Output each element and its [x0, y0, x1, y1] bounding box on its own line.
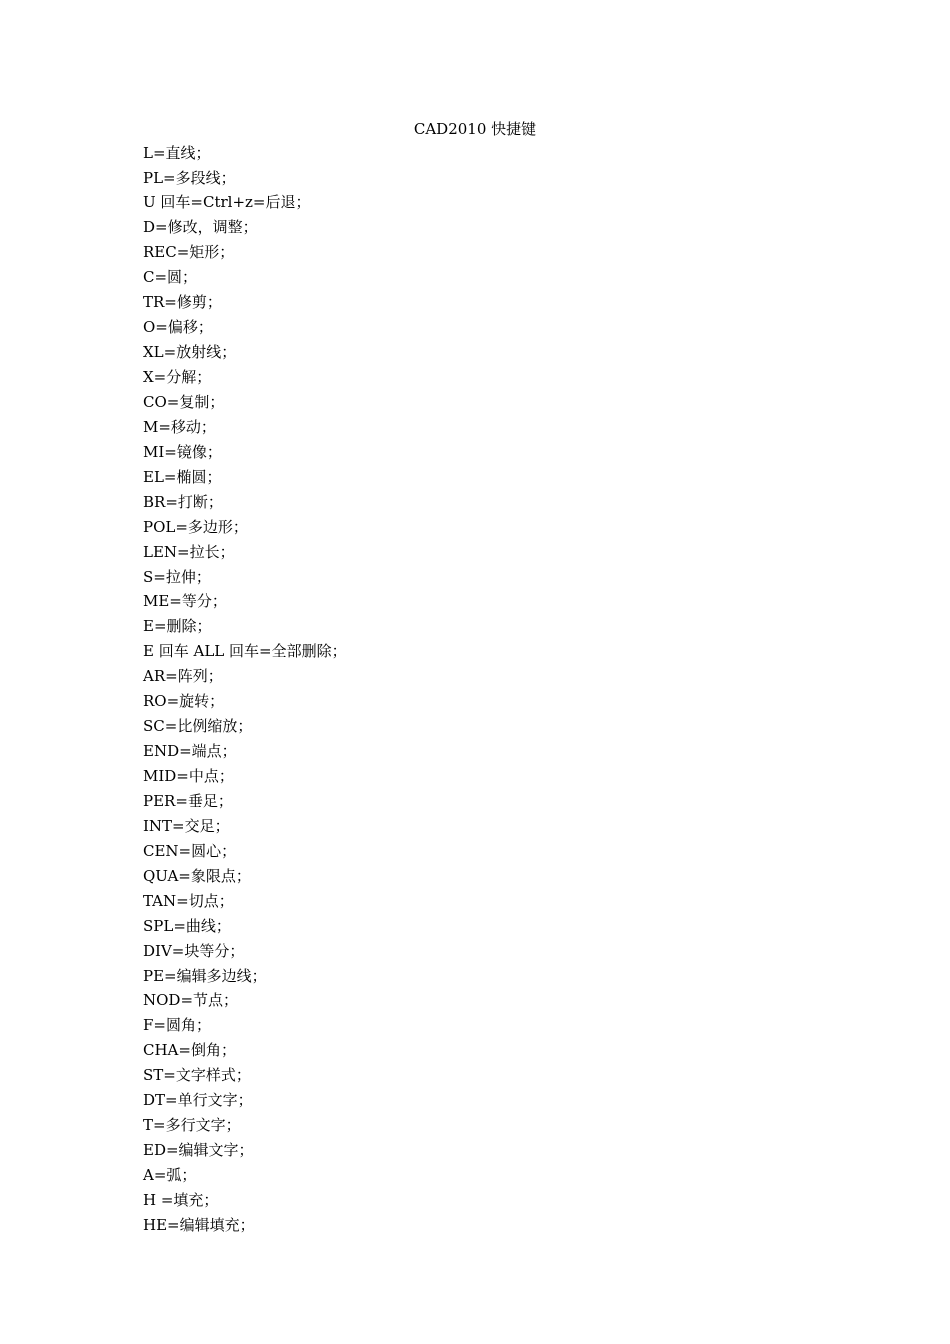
- shortcut-line: TR=修剪；: [143, 293, 222, 312]
- shortcut-line: SPL=曲线；: [143, 916, 231, 935]
- shortcut-line: T=多行文字；: [143, 1116, 241, 1135]
- shortcut-line: XL=放射线；: [143, 343, 237, 362]
- shortcut-line: INT=交足；: [143, 816, 230, 835]
- shortcut-line: ST=文字样式；: [143, 1066, 251, 1085]
- shortcut-line: U 回车=Ctrl+z=后退；: [143, 193, 311, 212]
- shortcut-line: NOD=节点；: [143, 991, 239, 1010]
- shortcut-line: ME=等分；: [143, 592, 227, 611]
- shortcut-line: C=圆；: [143, 268, 198, 287]
- shortcut-line: PE=编辑多边线；: [143, 966, 267, 985]
- shortcut-line: L=直线；: [143, 143, 211, 162]
- shortcut-line: END=端点；: [143, 742, 237, 761]
- shortcut-line: ED=编辑文字；: [143, 1141, 254, 1160]
- shortcut-line: SC=比例缩放；: [143, 717, 253, 736]
- shortcut-line: H =填充；: [143, 1190, 219, 1209]
- shortcut-line: MID=中点；: [143, 767, 234, 786]
- shortcut-line: M=移动；: [143, 417, 216, 436]
- shortcut-line: DIV=块等分；: [143, 941, 245, 960]
- shortcut-line: MI=镜像；: [143, 442, 222, 461]
- shortcut-line: PER=垂足；: [143, 791, 233, 810]
- shortcut-line: S=拉伸；: [143, 567, 211, 586]
- shortcut-line: A=弧；: [143, 1166, 197, 1185]
- shortcut-line: RO=旋转；: [143, 692, 225, 711]
- shortcut-line: POL=多边形；: [143, 517, 248, 536]
- shortcut-line: CEN=圆心；: [143, 841, 237, 860]
- shortcut-line: REC=矩形；: [143, 243, 235, 262]
- shortcut-line: LEN=拉长；: [143, 542, 235, 561]
- shortcut-line: E=删除；: [143, 617, 212, 636]
- shortcut-line: AR=阵列；: [143, 667, 223, 686]
- document-title: CAD2010 快捷键: [413, 120, 537, 138]
- shortcut-line: HE=编辑填充；: [143, 1215, 255, 1234]
- shortcut-list: [143, 141, 347, 1238]
- shortcut-line: O=偏移；: [143, 318, 213, 337]
- shortcut-line: F=圆角；: [143, 1016, 211, 1035]
- shortcut-line: X=分解；: [143, 368, 212, 387]
- shortcut-line: E 回车 ALL 回车=全部删除；: [143, 642, 347, 661]
- shortcut-line: TAN=切点；: [143, 891, 234, 910]
- shortcut-line: CHA=倒角；: [143, 1041, 236, 1060]
- shortcut-line: QUA=象限点；: [143, 866, 251, 885]
- shortcut-line: BR=打断；: [143, 492, 223, 511]
- shortcut-line: EL=椭圆；: [143, 467, 222, 486]
- shortcut-line: D=修改，调整；: [143, 218, 258, 237]
- shortcut-line: PL=多段线；: [143, 168, 236, 187]
- shortcut-line: CO=复制；: [143, 392, 225, 411]
- shortcut-line: DT=单行文字；: [143, 1091, 253, 1110]
